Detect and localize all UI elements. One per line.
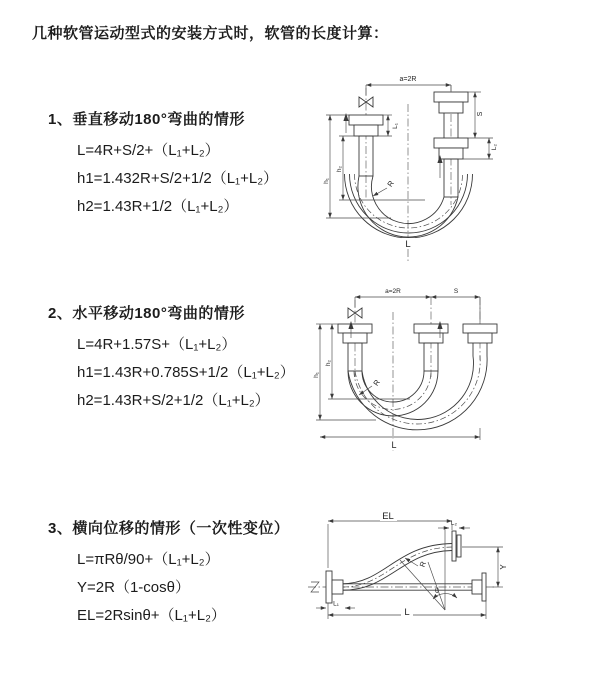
formula-line: L=πRθ/90+（L₁+L₂） xyxy=(77,551,220,568)
d3-label-l: L xyxy=(404,607,410,618)
d1-label-l2: L₂ xyxy=(491,143,498,151)
d1-hose-arcs xyxy=(345,174,473,238)
d1-label-l: L xyxy=(405,239,411,250)
d1-label-r-group xyxy=(373,178,396,196)
d1-label-h2: h₂ xyxy=(336,165,343,173)
d3-label-el: EL xyxy=(382,511,394,522)
formula-line: L=4R+S/2+（L₁+L₂） xyxy=(77,142,220,159)
d2-label-a2r: a=2R xyxy=(385,288,401,295)
formula-line: h2=1.43R+S/2+1/2（L₁+L₂） xyxy=(77,392,270,409)
d2-dim-a2r xyxy=(355,288,431,297)
d3-right-flange xyxy=(472,573,486,601)
formula-line: Y=2R（1-cosθ） xyxy=(77,579,190,596)
diagram-vertical-180-bend xyxy=(313,70,598,267)
formula-line: h1=1.432R+S/2+1/2（L₁+L₂） xyxy=(77,170,279,187)
d3-axis-break-mark xyxy=(311,576,319,592)
section-2 xyxy=(48,302,295,415)
page-title: 几种软管运动型式的安装方式时，软管的长度计算： xyxy=(32,25,389,42)
diagram-lateral-displacement xyxy=(300,502,600,627)
formula-line: h2=1.43R+1/2（L₁+L₂） xyxy=(77,198,239,215)
d2-left-flange xyxy=(338,324,372,343)
d2-label-s: S xyxy=(453,288,459,295)
d3-label-l2: L₂ xyxy=(450,520,458,527)
d2-dim-l xyxy=(320,428,480,450)
d3-dim-l xyxy=(328,601,486,619)
section-2-formulas xyxy=(77,331,295,415)
d1-right-lower-flange xyxy=(434,138,468,159)
d1-label-a2r: a=2R xyxy=(399,76,417,83)
d3-angle-construction xyxy=(400,530,457,610)
section-1-heading: 1、垂直移动180°弯曲的情形 xyxy=(48,111,245,128)
d3-label-theta: θ xyxy=(435,588,439,595)
d1-dim-h2 xyxy=(336,136,425,200)
d2-label-h2: h₂ xyxy=(325,359,332,367)
section-2-heading: 2、水平移动180°弯曲的情形 xyxy=(48,305,245,322)
section-3-heading: 3、横向位移的情形（一次性变位） xyxy=(48,520,290,537)
d2-hose-arcs xyxy=(348,356,487,430)
d2-dim-s xyxy=(431,288,480,297)
d3-dim-el xyxy=(328,510,452,568)
d1-movement-arrow-left xyxy=(343,113,348,133)
d3-label-r: R xyxy=(417,560,428,569)
d2-label-l: L xyxy=(391,440,397,450)
d1-label-h1: h₁ xyxy=(323,178,330,184)
d2-mid-flange xyxy=(414,324,448,343)
d1-label-l-group xyxy=(402,238,415,250)
d3-left-flange xyxy=(326,571,343,603)
section-1-formulas xyxy=(77,137,278,221)
d2-label-h1: h₁ xyxy=(313,372,320,378)
section-3 xyxy=(48,517,289,630)
d1-label-r: R xyxy=(385,178,396,189)
formula-line: h1=1.43R+0.785S+1/2（L₁+L₂） xyxy=(77,364,295,381)
diagram-horizontal-180-bend xyxy=(310,282,600,462)
d3-dim-l1 xyxy=(316,601,355,609)
d1-label-l1: L₁ xyxy=(392,123,399,129)
d3-label-y: Y xyxy=(499,564,508,570)
d1-left-flange xyxy=(349,115,383,136)
d3-label-l1: L₁ xyxy=(333,600,339,608)
section-1 xyxy=(48,108,278,221)
section-3-formulas xyxy=(77,546,289,630)
d1-label-s: S xyxy=(477,111,484,117)
d2-label-r: R xyxy=(371,377,382,388)
d2-dim-h2 xyxy=(325,324,410,399)
formula-line: L=4R+1.57S+（L₁+L₂） xyxy=(77,336,237,353)
d1-dim-s xyxy=(468,92,493,138)
formula-line: EL=2Rsinθ+（L₁+L₂） xyxy=(77,607,226,624)
d3-upper-flange xyxy=(452,531,461,561)
